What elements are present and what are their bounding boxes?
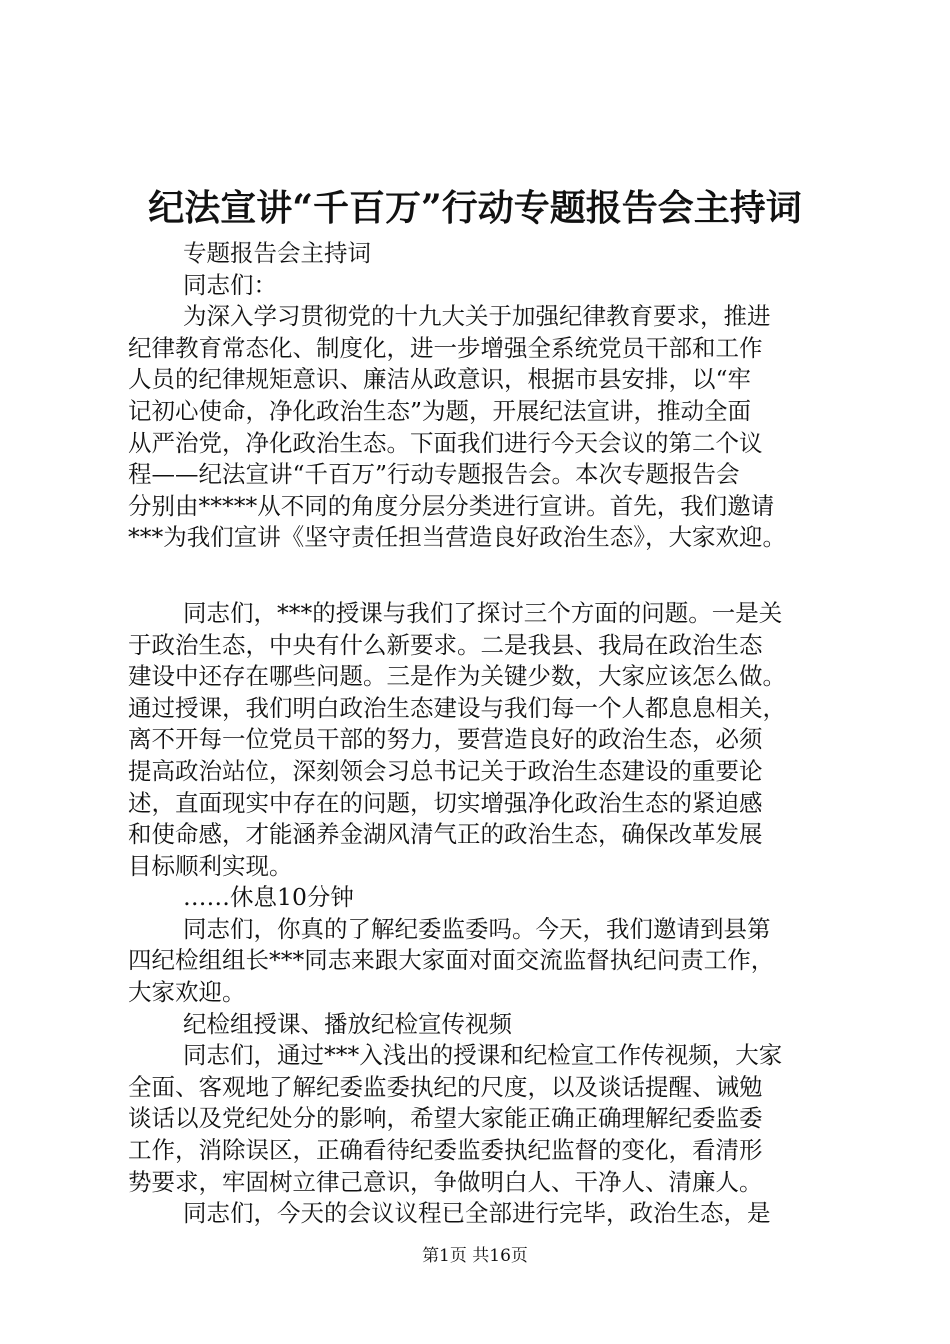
text-line: 纪检组授课、播放纪检宣传视频: [183, 1009, 512, 1038]
text-line: 谈话以及党纪处分的影响，希望大家能正确正确理解纪委监委: [128, 1104, 763, 1133]
text-line: 程——纪法宣讲“千百万”行动专题报告会。本次专题报告会: [128, 460, 740, 489]
text-line: 全面、客观地了解纪委监委执纪的尺度，以及谈话提醒、诫勉: [128, 1072, 763, 1101]
text-line: 同志们，***的授课与我们了探讨三个方面的问题。一是关: [183, 598, 783, 627]
text-line: 势要求，牢固树立律己意识，争做明白人、干净人、清廉人。: [128, 1167, 763, 1196]
text-line: 从严治党，净化政治生态。下面我们进行今天会议的第二个议: [128, 428, 763, 457]
text-line: 为深入学习贯彻党的十九大关于加强纪律教育要求，推进: [183, 302, 771, 331]
text-line: 分别由*****从不同的角度分层分类进行宣讲。首先，我们邀请: [128, 491, 775, 520]
text-line: 工作，消除误区，正确看待纪委监委执纪监督的变化，看清形: [128, 1136, 763, 1165]
document-title: 纪法宣讲“千百万”行动专题报告会主持词: [148, 187, 802, 229]
text-line: 同志们，今天的会议议程已全部进行完毕，政治生态，是: [183, 1199, 771, 1228]
text-line: 离不开每一位党员干部的努力，要营造良好的政治生态，必须: [128, 725, 763, 754]
text-line: 大家欢迎。: [128, 978, 246, 1007]
text-line: 和使命感，才能涵养金湖风清气正的政治生态，确保改革发展: [128, 820, 763, 849]
text-line: 提高政治站位，深刻领会习总书记关于政治生态建设的重要论: [128, 756, 763, 785]
text-line: 同志们，通过***入浅出的授课和纪检宣工作传视频，大家: [183, 1041, 783, 1070]
text-line: 四纪检组组长***同志来跟大家面对面交流监督执纪问责工作，: [128, 946, 775, 975]
text-line: 建设中还存在哪些问题。三是作为关键少数，大家应该怎么做。: [128, 662, 786, 691]
text-line: 述，直面现实中存在的问题，切实增强净化政治生态的紧迫感: [128, 788, 763, 817]
text-line: 同志们：: [183, 270, 277, 299]
text-line: 于政治生态，中央有什么新要求。二是我县、我局在政治生态: [128, 630, 763, 659]
page-number: 第1页 共16页: [422, 1246, 528, 1266]
text-line: 专题报告会主持词: [183, 239, 371, 267]
text-line: 同志们，你真的了解纪委监委吗。今天，我们邀请到县第: [183, 914, 771, 943]
document-body: [128, 238, 848, 1230]
text-line: 通过授课，我们明白政治生态建设与我们每一个人都息息相关，: [128, 693, 786, 722]
text-line: ***为我们宣讲《坚守责任担当营造良好政治生态》，大家欢迎。: [128, 523, 786, 552]
text-line: 人员的纪律规矩意识、廉洁从政意识，根据市县安排，以“牢: [128, 365, 752, 394]
text-line: 记初心使命，净化政治生态”为题，开展纪法宣讲，推动全面: [128, 396, 752, 425]
text-line: ……休息10分钟: [183, 883, 354, 912]
text-line: 纪律教育常态化、制度化，进一步增强全系统党员干部和工作: [128, 333, 763, 362]
text-line: 目标顺利实现。: [128, 851, 293, 880]
paragraph-gap: [128, 554, 848, 598]
